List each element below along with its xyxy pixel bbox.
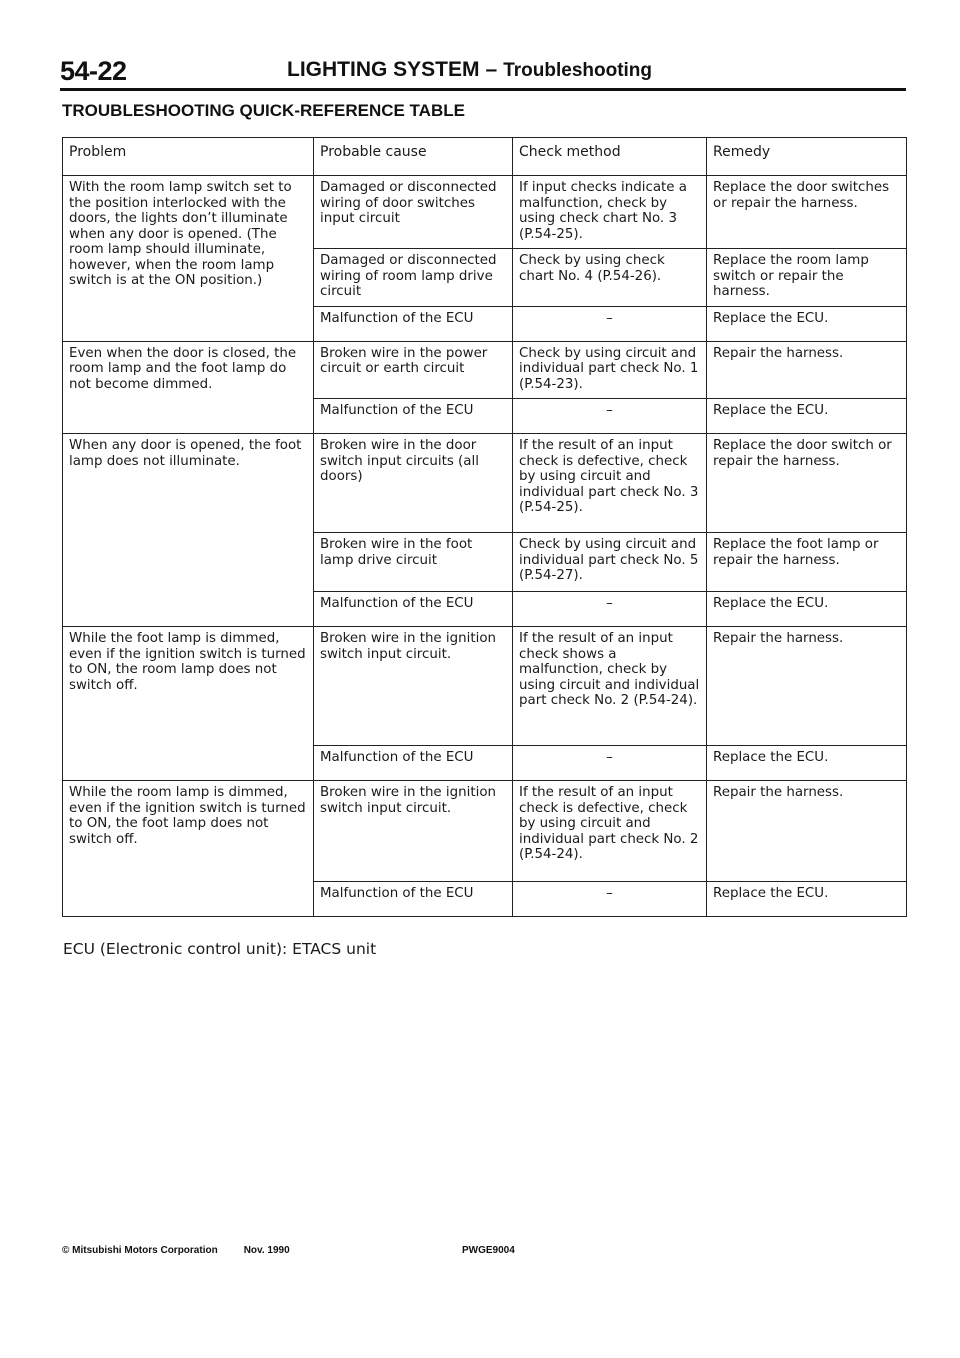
check-cell: – [513,746,707,781]
cause-cell: Broken wire in the ignition switch input circuit. [314,627,513,746]
problem-cell: Even when the door is closed, the room lamp and the foot lamp do not become dimmed. [63,341,314,434]
cause-cell: Malfunction of the ECU [314,592,513,627]
table-row [63,434,907,533]
cause-cell: Broken wire in the door switch input circuits (all doors) [314,434,513,533]
check-cell: – [513,399,707,434]
column-header-remedy: Remedy [707,138,907,176]
remedy-cell: Replace the door switch or repair the harness. [707,434,907,533]
table-row [63,176,907,249]
page-number: 54-22 [60,56,127,86]
remedy-cell: Replace the door switches or repair the harness. [707,176,907,249]
problem-cell: While the foot lamp is dimmed, even if the ignition switch is turned to ON, the room lamp does not switch off. [63,627,314,781]
cause-cell: Broken wire in the ignition switch input circuit. [314,781,513,882]
cause-cell: Broken wire in the power circuit or earth circuit [314,341,513,399]
check-cell: Check by using circuit and individual part check No. 5 (P.54-27). [513,533,707,592]
footer-code: PWGE9004 [462,1245,515,1256]
quick-reference-table [62,137,907,917]
check-cell: If the result of an input check is defective, check by using circuit and individual part check No. 3 (P.54-25). [513,434,707,533]
check-cell: If input checks indicate a malfunction, check by using check chart No. 3 (P.54-25). [513,176,707,249]
check-cell: – [513,592,707,627]
footer-copyright: © Mitsubishi Motors Corporation [62,1245,218,1256]
table-row [63,627,907,746]
problem-cell: With the room lamp switch set to the position interlocked with the doors, the lights don’t illuminate when any door is opened. (The room lamp should illuminate, however, when the room lamp switch is at the ON position.) [63,176,314,342]
remedy-cell: Repair the harness. [707,781,907,882]
check-cell: – [513,306,707,341]
check-cell: – [513,882,707,917]
cause-cell: Malfunction of the ECU [314,306,513,341]
column-header-check-method: Check method [513,138,707,176]
subsection-title: Troubleshooting [503,60,653,81]
remedy-cell: Replace the room lamp switch or repair the harness. [707,249,907,307]
check-cell: Check by using check chart No. 4 (P.54-26). [513,249,707,307]
problem-cell: When any door is opened, the foot lamp does not illuminate. [63,434,314,627]
remedy-cell: Replace the ECU. [707,399,907,434]
header-rule [60,88,906,91]
footer-date: Nov. 1990 [243,1245,290,1256]
table-row [63,781,907,882]
remedy-cell: Replace the foot lamp or repair the harness. [707,533,907,592]
footnote: ECU (Electronic control unit): ETACS unit [63,940,377,958]
table-header-row [63,138,907,176]
check-cell: Check by using circuit and individual part check No. 1 (P.54-23). [513,341,707,399]
cause-cell: Malfunction of the ECU [314,882,513,917]
check-cell: If the result of an input check is defective, check by using circuit and individual part check No. 2 (P.54-24). [513,781,707,882]
remedy-cell: Replace the ECU. [707,306,907,341]
cause-cell: Damaged or disconnected wiring of door switches input circuit [314,176,513,249]
cause-cell: Malfunction of the ECU [314,746,513,781]
cause-cell: Damaged or disconnected wiring of room lamp drive circuit [314,249,513,307]
title-separator: – [485,58,498,81]
table-title: TROUBLESHOOTING QUICK-REFERENCE TABLE [62,101,465,120]
remedy-cell: Repair the harness. [707,341,907,399]
remedy-cell: Replace the ECU. [707,592,907,627]
page-header [60,52,905,92]
table-row [63,341,907,399]
remedy-cell: Replace the ECU. [707,746,907,781]
remedy-cell: Repair the harness. [707,627,907,746]
cause-cell: Malfunction of the ECU [314,399,513,434]
problem-cell: While the room lamp is dimmed, even if the ignition switch is turned to ON, the foot lamp does not switch off. [63,781,314,917]
page-footer [62,1245,515,1256]
page-title [287,58,652,82]
column-header-problem: Problem [63,138,314,176]
cause-cell: Broken wire in the foot lamp drive circuit [314,533,513,592]
column-header-probable-cause: Probable cause [314,138,513,176]
remedy-cell: Replace the ECU. [707,882,907,917]
check-cell: If the result of an input check shows a malfunction, check by using circuit and individual part check No. 2 (P.54-24). [513,627,707,746]
section-title: LIGHTING SYSTEM [287,58,480,81]
